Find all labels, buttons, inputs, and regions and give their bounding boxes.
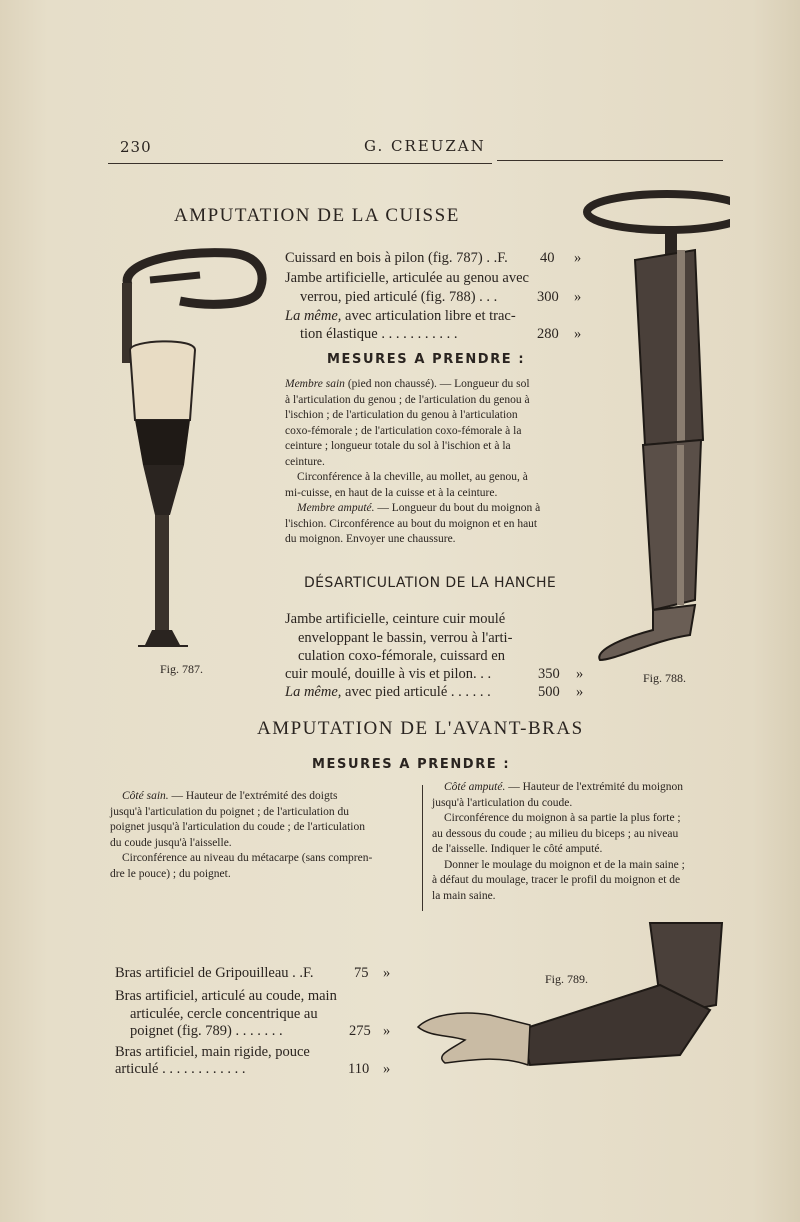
figure-789-illustration — [410, 915, 730, 1075]
item-line: enveloppant le bassin, verrou à l'arti- — [298, 630, 513, 646]
item-line: Jambe artificielle, ceinture cuir moulé — [285, 611, 506, 627]
item-price: 280 — [537, 326, 559, 342]
text-content: jusqu'à l'articulation du coude. — [432, 796, 573, 809]
text-line — [285, 501, 583, 517]
figure-788-illustration — [555, 190, 730, 680]
text-content: Circonférence du moignon à sa partie la plus forte ; — [444, 812, 681, 824]
text-content: du coude jusqu'à l'aisselle. — [110, 836, 232, 849]
text-line — [285, 455, 583, 471]
item-unit: » — [574, 326, 582, 342]
mesures-text-cuisse — [285, 377, 583, 548]
text-line — [110, 789, 412, 805]
header-rule-left — [108, 163, 492, 164]
text-content: (pied non chaussé). — Longueur du sol — [344, 378, 530, 390]
text-line — [285, 470, 583, 486]
item-line: Bras artificiel de Gripouilleau . .F. — [115, 965, 314, 981]
item-price: 75 — [354, 965, 369, 981]
item-text: avec articulation libre et trac- — [341, 308, 516, 324]
text-content: poignet jusqu'à l'articulation du coude ; de l'articulation — [110, 821, 365, 833]
item-line: poignet (fig. 789) . . . . . . . — [130, 1023, 283, 1039]
item-unit: » — [576, 666, 584, 682]
item-price: 350 — [538, 666, 560, 682]
item-text: avec pied articulé . . . . . . — [341, 684, 491, 700]
item-emphasis: La même, — [285, 308, 342, 324]
item-unit: » — [383, 1061, 391, 1077]
text-content: jusqu'à l'articulation du poignet ; de l'articulation du — [110, 805, 350, 818]
item-emphasis: La même, — [285, 684, 342, 700]
text-line — [285, 424, 583, 440]
text-content: de l'aisselle. Indiquer le côté amputé. — [432, 843, 603, 855]
text-line — [432, 796, 732, 812]
text-line — [285, 393, 583, 409]
text-content: ceinture. — [285, 455, 325, 468]
section-title-avant-bras: AMPUTATION DE L'AVANT-BRAS — [257, 718, 584, 739]
text-line — [110, 851, 412, 867]
item-unit: » — [383, 965, 391, 981]
text-content: à défaut du moulage, tracer le profil du moignon et de — [432, 874, 681, 886]
item-line: articulé . . . . . . . . . . . . — [115, 1061, 246, 1077]
text-content: Circonférence à la cheville, au mollet, au genou, à — [297, 471, 528, 483]
item-line: Bras artificiel, main rigide, pouce — [115, 1044, 310, 1060]
text-line — [432, 873, 732, 889]
text-content: — Hauteur de l'extrémité des doigts — [168, 790, 338, 802]
text-line — [110, 867, 412, 883]
text-content: coxo-fémorale ; de l'articulation coxo-fémorale à la — [285, 424, 522, 437]
text-content: Circonférence au niveau du métacarpe (sans compren- — [122, 852, 373, 864]
item-line: Bras artificiel, articulé au coude, main — [115, 988, 337, 1004]
figure-789-caption: Fig. 789. — [545, 972, 589, 986]
header-rule-right — [497, 160, 723, 161]
text-content: au dessous du coude ; au milieu du biceps ; au niveau — [432, 827, 679, 840]
section-title-cuisse: AMPUTATION DE LA CUISSE — [174, 205, 460, 226]
item-line: verrou, pied articulé (fig. 788) . . . — [300, 289, 498, 305]
item-line: culation coxo-fémorale, cuissard en — [298, 648, 505, 664]
text-line — [432, 827, 732, 843]
section-title-hanche: DÉSARTICULATION DE LA HANCHE — [304, 575, 557, 591]
item-line: cuir moulé, douille à vis et pilon. . . — [285, 666, 492, 682]
figure-788-caption: Fig. 788. — [643, 671, 687, 685]
text-line — [285, 486, 583, 502]
mesures-text-cote-ampute — [432, 780, 732, 904]
text-emphasis: Côté amputé. — [444, 781, 506, 793]
text-line — [432, 811, 732, 827]
figure-787-caption: Fig. 787. — [160, 662, 204, 676]
text-content: — Hauteur de l'extrémité du moignon — [505, 781, 684, 793]
page-number: 230 — [120, 138, 152, 156]
item-line: tion élastique . . . . . . . . . . . — [300, 326, 458, 342]
text-content: — Longueur du bout du moignon à — [374, 502, 541, 514]
text-content: mi-cuisse, en haut de la cuisse et à la ceinture. — [285, 486, 498, 499]
item-line: articulée, cercle concentrique au — [130, 1006, 318, 1022]
text-content: l'ischion. Circonférence au bout du moignon et en haut — [285, 517, 538, 530]
item-price: 275 — [349, 1023, 371, 1039]
text-content: dre le pouce) ; du poignet. — [110, 867, 231, 880]
item-line: Jambe artificielle, articulée au genou avec — [285, 270, 529, 286]
item-unit: » — [574, 289, 582, 305]
text-line — [432, 842, 732, 858]
item-price: 500 — [538, 684, 560, 700]
text-emphasis: Membre sain — [285, 378, 345, 390]
item-price: 110 — [348, 1061, 370, 1077]
text-line — [285, 439, 583, 455]
text-line — [285, 532, 583, 548]
text-line — [110, 805, 412, 821]
text-content: ceinture ; longueur totale du sol à l'ischion et à la — [285, 440, 511, 452]
item-price: 300 — [537, 289, 559, 305]
item-line — [285, 307, 516, 326]
running-title: G. CREUZAN — [364, 137, 486, 155]
text-emphasis: Côté sain. — [122, 790, 169, 802]
text-line — [432, 780, 732, 796]
text-emphasis: Membre amputé. — [297, 502, 375, 514]
text-line — [285, 377, 583, 393]
text-content: du moignon. Envoyer une chaussure. — [285, 533, 456, 545]
mesures-title-1: MESURES A PRENDRE : — [327, 352, 526, 367]
text-content: l'ischion ; de l'articulation du genou à l'articulation — [285, 409, 518, 421]
item-line — [285, 683, 491, 702]
mesures-text-cote-sain — [110, 789, 412, 882]
text-line — [285, 517, 583, 533]
column-divider — [422, 785, 423, 911]
item-unit: » — [576, 684, 584, 700]
text-line — [110, 820, 412, 836]
item-unit: » — [574, 250, 582, 266]
mesures-title-2: MESURES A PRENDRE : — [312, 757, 511, 772]
text-content: la main saine. — [432, 889, 496, 902]
text-content: Donner le moulage du moignon et de la main saine ; — [444, 858, 685, 871]
text-line — [110, 836, 412, 852]
item-unit: » — [383, 1023, 391, 1039]
text-content: à l'articulation du genou ; de l'articulation du genou à — [285, 393, 530, 406]
item-price: 40 — [540, 250, 555, 266]
item-line: Cuissard en bois à pilon (fig. 787) . .F. — [285, 250, 508, 266]
text-line — [432, 889, 732, 905]
figure-787-illustration — [110, 245, 270, 655]
text-line — [285, 408, 583, 424]
text-line — [432, 858, 732, 874]
